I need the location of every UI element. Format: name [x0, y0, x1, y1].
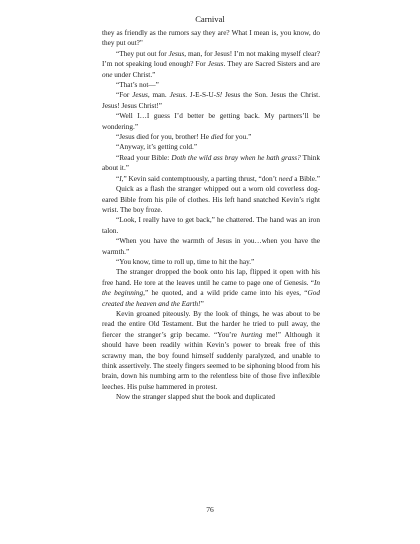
text-run: ” Kevin said contemptuously, a parting thrust, “don’t — [123, 174, 279, 183]
text-run: Quick as a flash the stranger whipped out a worn old coverless dog-eared Bible from his pile of clothes. His left hand snatched Kevin’s right wrist. The boy froze. — [102, 185, 320, 214]
paragraph — [102, 80, 320, 90]
paragraph — [102, 111, 320, 132]
paragraph — [102, 49, 320, 80]
page-number: 76 — [206, 505, 214, 514]
italic-text: Doth the wild ass bray when he hath grass? — [171, 153, 301, 162]
paragraph — [102, 174, 320, 184]
paragraph — [102, 236, 320, 257]
text-run: ” he quoted, and a wild pride came into his eyes, “ — [144, 289, 308, 298]
text-run: Kevin groaned piteously. By the look of things, he was about to be read the entire Old Testament. But the harder he tried to pull away, the fiercer the stranger’s grip became. “You’re — [102, 309, 320, 339]
text-run: “Look, I really have to get back,” he chattered. The hand was an iron talon. — [102, 216, 320, 235]
italic-text: Jesus — [169, 91, 186, 100]
italic-text: one — [102, 70, 113, 79]
body-text — [102, 28, 320, 403]
italic-text: Jesus — [168, 49, 185, 58]
paragraph — [102, 215, 320, 236]
text-run: . J-E-S-U- — [185, 91, 217, 100]
paragraph — [102, 90, 320, 111]
text-run: they as friendly as the rumors say they are? What I mean is, you know, do they put out?" — [102, 29, 320, 48]
paragraph — [102, 132, 320, 142]
text-run: “You know, time to roll up, time to hit the hay.” — [116, 257, 255, 266]
text-run: “For — [116, 91, 133, 100]
text-run: , man, for Jesus! I’m not making myself clear? I’m not speaking loud enough? For — [102, 49, 320, 69]
paragraph — [102, 184, 320, 215]
text-run: ” — [200, 299, 204, 308]
paragraph — [102, 309, 320, 392]
paragraph — [102, 153, 320, 174]
paragraph — [102, 257, 320, 267]
paragraph — [102, 392, 320, 402]
italic-text: In the beginning, — [102, 278, 320, 298]
italic-text: Jesus — [207, 60, 224, 69]
italic-text: God created the heaven and the Earth! — [102, 289, 320, 308]
text-run: The stranger dropped the book onto his lap, flipped it open with his free hand. He tore at the leaves until he came to page one of Genesis. “ — [102, 268, 320, 287]
text-run: me!” Although it should have been readily within Kevin’s power to break free of this scrawny man, the boy found himself suddenly paralyzed, and unable to think assertively. The steely fingers seemed to be siphoning blood from his brain, down his numbing arm to the relentless bite of those five inflexible leeches. His pulse hammered in protest. — [102, 330, 320, 391]
italic-text: died — [210, 133, 224, 142]
text-run: Now the stranger slapped shut the book and duplicated — [116, 393, 276, 402]
paragraph — [102, 142, 320, 152]
paragraph — [102, 28, 320, 49]
italic-text: need — [278, 174, 293, 183]
italic-text: S! — [216, 91, 223, 100]
text-run: “Anyway, it’s getting cold.” — [116, 143, 198, 152]
text-run: “They put out for — [116, 49, 169, 58]
text-run: under Christ.” — [112, 70, 156, 79]
text-run: “ — [116, 174, 120, 183]
text-run: “When you have the warmth of Jesus in you…when you have the warmth.” — [102, 237, 320, 256]
text-run: “Well I…I guess I’d better be getting back. My partners’ll be wondering.” — [102, 112, 320, 131]
text-run: “Jesus died for you, brother! He — [116, 133, 211, 142]
text-run: , man. — [147, 91, 170, 100]
text-run: . They are Sacred Sisters and are — [223, 60, 320, 69]
italic-text: hurting — [241, 330, 263, 339]
text-run: Think about it.” — [102, 153, 320, 173]
running-header: Carnival — [195, 14, 225, 24]
paragraph — [102, 267, 320, 309]
text-run: Jesus the Son. Jesus the Christ. Jesus! Jesus Christ!” — [102, 91, 321, 110]
text-run: for you.” — [223, 133, 252, 142]
text-run: a Bible.” — [292, 174, 320, 183]
italic-text: Jesus — [132, 91, 148, 100]
text-run: “That’s not—” — [116, 81, 159, 90]
italic-text: I, — [119, 174, 124, 183]
text-run: “Read your Bible: — [116, 153, 172, 162]
